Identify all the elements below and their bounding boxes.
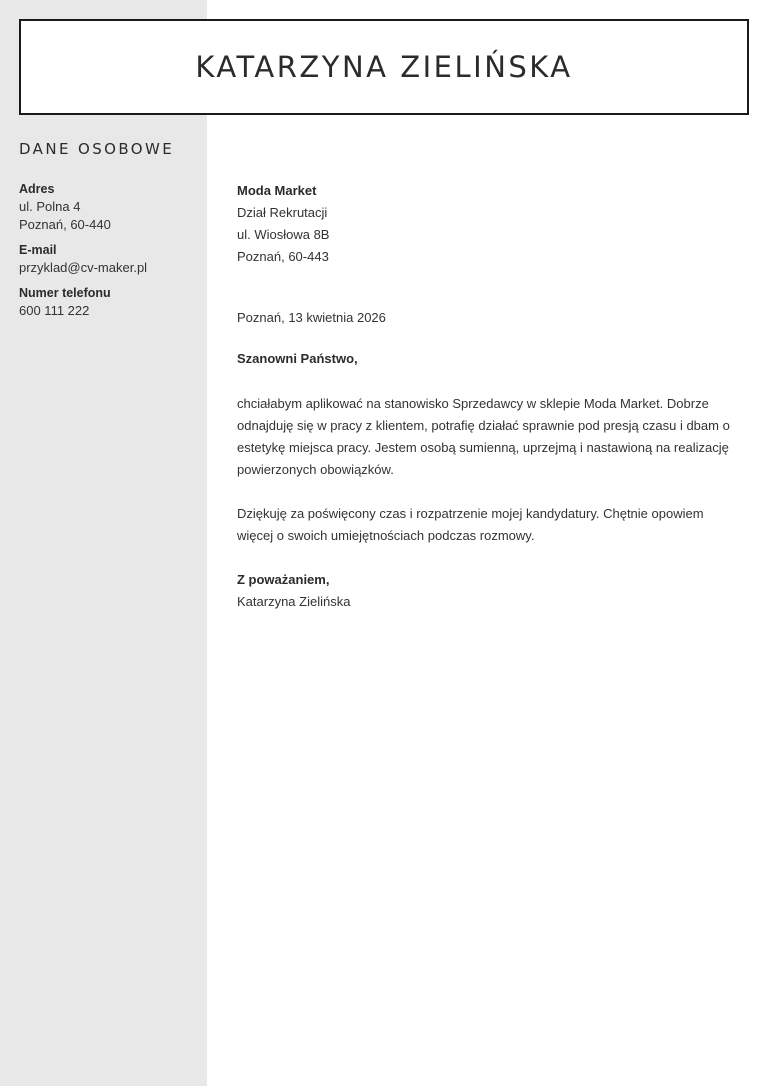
letter-paragraph-2: Dziękuję za poświęcony czas i rozpatrzenie mojej kandydatury. Chętnie opowiem więcej o swoich umiejętnościach podczas rozmowy. (237, 506, 704, 543)
email-field (19, 241, 199, 277)
address-field (19, 180, 199, 234)
recipient-street: ul. Wiosłowa 8B (237, 227, 330, 242)
letter-closing: Z poważaniem, (237, 572, 330, 587)
recipient-department: Dział Rekrutacji (237, 205, 328, 220)
email-value: przyklad@cv-maker.pl (19, 260, 148, 275)
address-line1: ul. Polna 4 (19, 199, 81, 214)
recipient-city: Poznań, 60-443 (237, 249, 329, 264)
letter-date: Poznań, 13 kwietnia 2026 (237, 310, 386, 325)
personal-data-section (19, 140, 199, 327)
candidate-name: KATARZYNA ZIELIŃSKA (195, 50, 573, 84)
name-header (19, 19, 749, 115)
phone-label: Numer telefonu (19, 286, 111, 300)
phone-field (19, 284, 199, 320)
letter-signature: Katarzyna Zielińska (237, 594, 351, 609)
letter-body (237, 180, 737, 613)
phone-value: 600 111 222 (19, 303, 90, 318)
letter-paragraph-1: chciałabym aplikować na stanowisko Sprzedawcy w sklepie Moda Market. Dobrze odnajduję się w pracy z klientem, potrafię działać sprawnie pod presją czasu i dbam o estetykę miejsca pracy. Jestem osobą sumienną, uprzejmą i nastawioną na realizację powierzonych obowiązków. (237, 396, 730, 477)
address-label: Adres (19, 182, 55, 196)
section-title: DANE OSOBOWE (19, 140, 175, 158)
recipient-company: Moda Market (237, 183, 317, 198)
email-label: E-mail (19, 243, 57, 257)
recipient-block (237, 180, 737, 268)
letter-greeting: Szanowni Państwo, (237, 351, 358, 366)
address-line2: Poznań, 60-440 (19, 217, 111, 232)
